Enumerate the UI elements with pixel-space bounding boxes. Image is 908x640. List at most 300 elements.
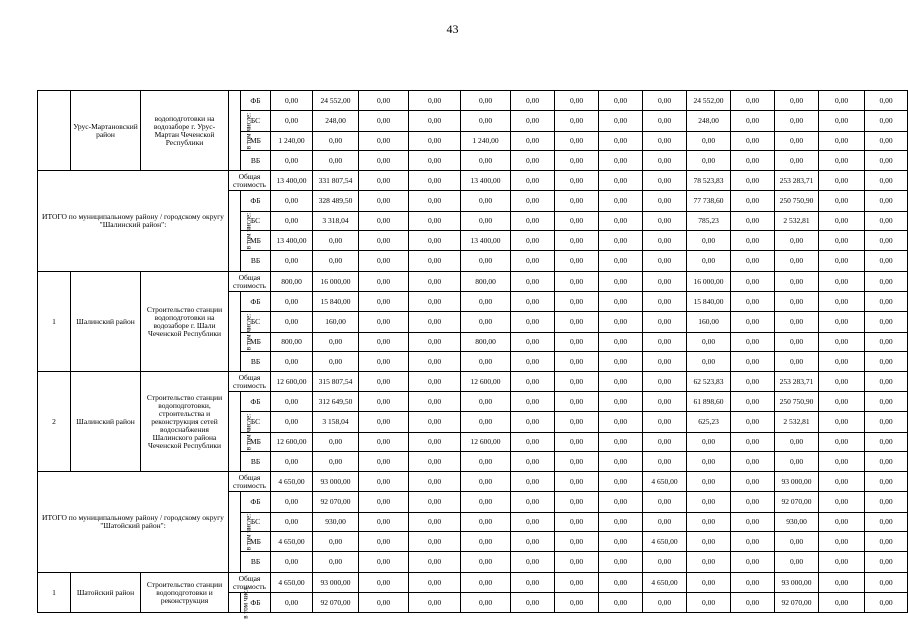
- value-cell: 0,00: [511, 412, 555, 433]
- value-cell: 0,00: [731, 492, 775, 513]
- value-cell: 0,00: [865, 251, 908, 272]
- value-cell: 0,00: [271, 593, 313, 613]
- value-cell: 0,00: [461, 492, 511, 513]
- in-total-text: в том числе:: [244, 413, 253, 450]
- value-cell: 0,00: [731, 412, 775, 433]
- value-cell: 0,00: [643, 212, 687, 231]
- value-cell: 0,00: [865, 593, 908, 613]
- value-cell: 0,00: [865, 372, 908, 392]
- value-cell: 0,00: [461, 292, 511, 312]
- funding-type: ФБ: [241, 91, 271, 111]
- value-cell: 0,00: [775, 272, 819, 292]
- value-cell: 0,00: [687, 573, 731, 593]
- value-cell: 0,00: [775, 231, 819, 251]
- value-cell: 0,00: [313, 231, 359, 251]
- value-cell: 0,00: [409, 132, 461, 151]
- value-cell: 0,00: [511, 513, 555, 532]
- value-cell: 0,00: [461, 151, 511, 171]
- funding-type: БС: [241, 412, 271, 433]
- value-cell: 0,00: [687, 552, 731, 573]
- value-cell: 0,00: [865, 392, 908, 412]
- value-cell: 0,00: [865, 452, 908, 472]
- value-cell: 0,00: [461, 573, 511, 593]
- value-cell: 800,00: [271, 333, 313, 352]
- value-cell: 0,00: [643, 333, 687, 352]
- value-cell: 4 650,00: [271, 573, 313, 593]
- project-source-row: [38, 91, 908, 111]
- value-cell: 0,00: [555, 111, 599, 132]
- funding-type: ФБ: [241, 292, 271, 312]
- value-cell: 0,00: [819, 412, 865, 433]
- value-cell: 0,00: [643, 231, 687, 251]
- value-cell: 312 649,50: [313, 392, 359, 412]
- value-cell: 0,00: [511, 472, 555, 492]
- value-cell: 0,00: [313, 352, 359, 372]
- funding-type: ФБ: [241, 191, 271, 212]
- value-cell: 0,00: [687, 352, 731, 372]
- row-number: 1: [38, 573, 71, 613]
- value-cell: 0,00: [599, 412, 643, 433]
- in-total-vertical: [229, 492, 253, 573]
- funding-type: БС: [241, 513, 271, 532]
- value-cell: 0,00: [731, 191, 775, 212]
- value-cell: 0,00: [643, 171, 687, 191]
- value-cell: 0,00: [599, 593, 643, 613]
- value-cell: 0,00: [775, 292, 819, 312]
- funding-type: БС: [241, 312, 271, 333]
- value-cell: 0,00: [643, 191, 687, 212]
- value-cell: 0,00: [271, 552, 313, 573]
- row-number: [38, 91, 71, 171]
- value-cell: 0,00: [819, 212, 865, 231]
- value-cell: 77 738,60: [687, 191, 731, 212]
- value-cell: 0,00: [731, 452, 775, 472]
- value-cell: 0,00: [511, 593, 555, 613]
- value-cell: 328 489,50: [313, 191, 359, 212]
- value-cell: 0,00: [359, 412, 409, 433]
- value-cell: 0,00: [819, 513, 865, 532]
- value-cell: 0,00: [271, 292, 313, 312]
- value-cell: 24 552,00: [687, 91, 731, 111]
- value-cell: 0,00: [599, 573, 643, 593]
- value-cell: 0,00: [687, 452, 731, 472]
- value-cell: 13 400,00: [461, 171, 511, 191]
- funding-type: МБ: [241, 532, 271, 552]
- value-cell: 0,00: [409, 151, 461, 171]
- value-cell: 0,00: [819, 292, 865, 312]
- value-cell: 0,00: [731, 573, 775, 593]
- value-cell: 0,00: [461, 392, 511, 412]
- value-cell: 0,00: [359, 552, 409, 573]
- value-cell: 0,00: [865, 573, 908, 593]
- value-cell: 0,00: [409, 452, 461, 472]
- value-cell: 0,00: [599, 111, 643, 132]
- value-cell: 0,00: [731, 91, 775, 111]
- value-cell: 0,00: [359, 392, 409, 412]
- value-cell: 0,00: [731, 513, 775, 532]
- itogo-total-row: [38, 171, 908, 191]
- total-cost-label: Общая стоимость: [229, 372, 271, 392]
- value-cell: 0,00: [511, 552, 555, 573]
- value-cell: 800,00: [461, 272, 511, 292]
- value-cell: 0,00: [643, 132, 687, 151]
- value-cell: 0,00: [731, 151, 775, 171]
- value-cell: 93 000,00: [313, 472, 359, 492]
- value-cell: 0,00: [731, 333, 775, 352]
- value-cell: 0,00: [511, 91, 555, 111]
- value-cell: 0,00: [865, 433, 908, 452]
- value-cell: 4 650,00: [643, 472, 687, 492]
- value-cell: 1 240,00: [271, 132, 313, 151]
- value-cell: 4 650,00: [271, 532, 313, 552]
- value-cell: 0,00: [555, 573, 599, 593]
- value-cell: 0,00: [359, 251, 409, 272]
- funding-type: МБ: [241, 433, 271, 452]
- value-cell: 0,00: [271, 111, 313, 132]
- value-cell: 0,00: [775, 333, 819, 352]
- value-cell: 0,00: [643, 251, 687, 272]
- value-cell: 0,00: [409, 111, 461, 132]
- project-total-row: [38, 372, 908, 392]
- value-cell: 0,00: [313, 333, 359, 352]
- value-cell: 0,00: [511, 251, 555, 272]
- value-cell: 0,00: [461, 191, 511, 212]
- table-body: [38, 91, 908, 619]
- total-cost-label: Общая стоимость: [229, 272, 271, 292]
- in-total-vertical: [229, 191, 253, 272]
- value-cell: 0,00: [409, 412, 461, 433]
- value-cell: 0,00: [865, 352, 908, 372]
- value-cell: 62 523,83: [687, 372, 731, 392]
- value-cell: 0,00: [599, 532, 643, 552]
- value-cell: 331 807,54: [313, 171, 359, 191]
- value-cell: 250 750,90: [775, 392, 819, 412]
- value-cell: 61 898,60: [687, 392, 731, 412]
- value-cell: 0,00: [865, 111, 908, 132]
- value-cell: 0,00: [359, 272, 409, 292]
- funding-type: ВБ: [241, 552, 271, 573]
- value-cell: 93 000,00: [313, 573, 359, 593]
- value-cell: 0,00: [313, 452, 359, 472]
- value-cell: 0,00: [555, 593, 599, 613]
- value-cell: 0,00: [687, 333, 731, 352]
- value-cell: 0,00: [687, 513, 731, 532]
- row-number: 2: [38, 372, 71, 472]
- value-cell: 0,00: [643, 452, 687, 472]
- value-cell: 0,00: [461, 593, 511, 613]
- value-cell: 0,00: [271, 513, 313, 532]
- value-cell: 3 318,04: [313, 212, 359, 231]
- funding-type: ВБ: [241, 352, 271, 372]
- value-cell: 0,00: [731, 272, 775, 292]
- value-cell: 16 000,00: [313, 272, 359, 292]
- value-cell: 0,00: [359, 573, 409, 593]
- value-cell: 0,00: [865, 132, 908, 151]
- value-cell: 0,00: [731, 231, 775, 251]
- value-cell: 0,00: [409, 292, 461, 312]
- value-cell: 4 650,00: [643, 573, 687, 593]
- value-cell: 13 400,00: [271, 171, 313, 191]
- value-cell: 0,00: [511, 292, 555, 312]
- value-cell: 0,00: [511, 231, 555, 251]
- value-cell: 12 600,00: [271, 433, 313, 452]
- value-cell: 160,00: [313, 312, 359, 333]
- value-cell: 0,00: [555, 292, 599, 312]
- value-cell: 248,00: [687, 111, 731, 132]
- value-cell: 0,00: [409, 552, 461, 573]
- value-cell: 0,00: [819, 372, 865, 392]
- value-cell: 0,00: [865, 231, 908, 251]
- value-cell: 0,00: [359, 492, 409, 513]
- object-name: Строительство станции водоподготовки и реконструкция: [141, 573, 229, 613]
- value-cell: 0,00: [359, 372, 409, 392]
- value-cell: 0,00: [359, 472, 409, 492]
- value-cell: 0,00: [731, 352, 775, 372]
- value-cell: 15 840,00: [687, 292, 731, 312]
- value-cell: 253 283,71: [775, 171, 819, 191]
- value-cell: 0,00: [819, 472, 865, 492]
- district-name: Шатойский район: [71, 573, 141, 613]
- value-cell: 0,00: [819, 272, 865, 292]
- value-cell: 0,00: [599, 492, 643, 513]
- value-cell: 0,00: [599, 333, 643, 352]
- value-cell: 0,00: [643, 392, 687, 412]
- value-cell: 0,00: [731, 132, 775, 151]
- value-cell: 0,00: [359, 333, 409, 352]
- value-cell: 0,00: [555, 372, 599, 392]
- value-cell: 800,00: [271, 272, 313, 292]
- value-cell: 0,00: [819, 532, 865, 552]
- value-cell: 0,00: [687, 433, 731, 452]
- value-cell: 0,00: [819, 91, 865, 111]
- value-cell: 0,00: [555, 333, 599, 352]
- value-cell: 0,00: [731, 472, 775, 492]
- district-name: Урус-Мартановский район: [71, 91, 141, 171]
- value-cell: 92 070,00: [313, 593, 359, 613]
- value-cell: 248,00: [313, 111, 359, 132]
- value-cell: 0,00: [775, 111, 819, 132]
- value-cell: 0,00: [511, 151, 555, 171]
- value-cell: 0,00: [775, 91, 819, 111]
- value-cell: 0,00: [461, 472, 511, 492]
- funding-type: ФБ: [241, 593, 271, 613]
- value-cell: 0,00: [775, 251, 819, 272]
- value-cell: 0,00: [409, 372, 461, 392]
- value-cell: 0,00: [271, 191, 313, 212]
- value-cell: 0,00: [819, 191, 865, 212]
- value-cell: 0,00: [599, 472, 643, 492]
- value-cell: 0,00: [599, 191, 643, 212]
- value-cell: 92 070,00: [775, 492, 819, 513]
- value-cell: 0,00: [313, 433, 359, 452]
- value-cell: 12 600,00: [271, 372, 313, 392]
- value-cell: 3 158,04: [313, 412, 359, 433]
- funding-type: ФБ: [241, 492, 271, 513]
- district-name: Шалинский район: [71, 372, 141, 472]
- in-total-vertical: [229, 292, 253, 372]
- project-total-row: [38, 272, 908, 292]
- value-cell: 785,23: [687, 212, 731, 231]
- value-cell: 0,00: [511, 392, 555, 412]
- value-cell: 0,00: [775, 433, 819, 452]
- value-cell: 0,00: [271, 492, 313, 513]
- in-total-text: в том числе:: [244, 313, 253, 350]
- value-cell: 0,00: [775, 452, 819, 472]
- value-cell: 0,00: [511, 372, 555, 392]
- value-cell: 0,00: [599, 452, 643, 472]
- itogo-label: ИТОГО по муниципальному району / городскому округу "Шалинский район":: [38, 171, 229, 272]
- value-cell: 0,00: [643, 151, 687, 171]
- value-cell: 0,00: [865, 312, 908, 333]
- value-cell: 0,00: [409, 573, 461, 593]
- funding-type: БС: [241, 111, 271, 132]
- value-cell: 93 000,00: [775, 472, 819, 492]
- in-total-text: в том числе:: [244, 513, 253, 551]
- value-cell: 0,00: [409, 312, 461, 333]
- value-cell: 0,00: [687, 231, 731, 251]
- value-cell: 0,00: [511, 191, 555, 212]
- value-cell: 0,00: [865, 492, 908, 513]
- value-cell: 0,00: [819, 251, 865, 272]
- value-cell: 0,00: [313, 251, 359, 272]
- value-cell: 0,00: [555, 151, 599, 171]
- value-cell: 0,00: [555, 191, 599, 212]
- value-cell: 0,00: [865, 552, 908, 573]
- value-cell: 0,00: [643, 91, 687, 111]
- value-cell: 0,00: [599, 352, 643, 372]
- value-cell: 0,00: [271, 251, 313, 272]
- funding-type: МБ: [241, 333, 271, 352]
- value-cell: 0,00: [555, 352, 599, 372]
- value-cell: 13 400,00: [461, 231, 511, 251]
- value-cell: 0,00: [409, 212, 461, 231]
- value-cell: 78 523,83: [687, 171, 731, 191]
- value-cell: 0,00: [359, 312, 409, 333]
- value-cell: 0,00: [511, 312, 555, 333]
- row-number: 1: [38, 272, 71, 372]
- value-cell: 0,00: [731, 593, 775, 613]
- value-cell: 0,00: [461, 91, 511, 111]
- value-cell: 0,00: [359, 513, 409, 532]
- value-cell: 0,00: [511, 132, 555, 151]
- value-cell: 0,00: [599, 212, 643, 231]
- value-cell: 0,00: [511, 333, 555, 352]
- value-cell: 0,00: [731, 392, 775, 412]
- value-cell: 0,00: [865, 292, 908, 312]
- value-cell: 0,00: [599, 292, 643, 312]
- value-cell: 0,00: [819, 552, 865, 573]
- value-cell: 0,00: [511, 111, 555, 132]
- value-cell: 0,00: [313, 132, 359, 151]
- value-cell: 2 532,81: [775, 212, 819, 231]
- value-cell: 0,00: [775, 352, 819, 372]
- value-cell: 0,00: [687, 132, 731, 151]
- value-cell: 0,00: [555, 212, 599, 231]
- value-cell: 930,00: [313, 513, 359, 532]
- value-cell: 0,00: [731, 552, 775, 573]
- value-cell: 0,00: [819, 333, 865, 352]
- value-cell: 0,00: [511, 492, 555, 513]
- value-cell: 0,00: [409, 191, 461, 212]
- object-name: Строительство станции водоподготовки, строительства и реконструкция сетей водоснабжения Шалинского района Чеченской Республики: [141, 372, 229, 472]
- value-cell: 24 552,00: [313, 91, 359, 111]
- value-cell: 0,00: [599, 552, 643, 573]
- value-cell: 0,00: [731, 292, 775, 312]
- value-cell: 0,00: [731, 433, 775, 452]
- value-cell: 0,00: [359, 111, 409, 132]
- value-cell: 800,00: [461, 333, 511, 352]
- value-cell: 0,00: [731, 532, 775, 552]
- value-cell: 1 240,00: [461, 132, 511, 151]
- value-cell: 0,00: [599, 251, 643, 272]
- total-cost-label: Общая стоимость: [229, 171, 271, 191]
- value-cell: 0,00: [555, 392, 599, 412]
- value-cell: 0,00: [775, 312, 819, 333]
- value-cell: 0,00: [461, 111, 511, 132]
- value-cell: 0,00: [409, 532, 461, 552]
- value-cell: 0,00: [511, 532, 555, 552]
- project-total-row: [38, 573, 908, 593]
- value-cell: 0,00: [271, 212, 313, 231]
- value-cell: 0,00: [643, 552, 687, 573]
- funding-type: ВБ: [241, 452, 271, 472]
- value-cell: 0,00: [865, 472, 908, 492]
- value-cell: 0,00: [599, 513, 643, 532]
- value-cell: 0,00: [599, 272, 643, 292]
- value-cell: 0,00: [643, 593, 687, 613]
- funding-type: МБ: [241, 132, 271, 151]
- value-cell: 0,00: [687, 492, 731, 513]
- value-cell: 0,00: [359, 91, 409, 111]
- value-cell: 0,00: [409, 433, 461, 452]
- value-cell: 0,00: [865, 272, 908, 292]
- value-cell: 0,00: [643, 312, 687, 333]
- district-name: Шалинский район: [71, 272, 141, 372]
- funding-type: ФБ: [241, 392, 271, 412]
- value-cell: 0,00: [409, 513, 461, 532]
- value-cell: 0,00: [359, 452, 409, 472]
- value-cell: 0,00: [359, 433, 409, 452]
- value-cell: 0,00: [359, 171, 409, 191]
- value-cell: 0,00: [865, 532, 908, 552]
- page-number: 43: [446, 22, 459, 36]
- value-cell: 0,00: [409, 472, 461, 492]
- value-cell: 0,00: [865, 151, 908, 171]
- value-cell: 0,00: [359, 212, 409, 231]
- value-cell: 0,00: [511, 212, 555, 231]
- value-cell: 0,00: [819, 392, 865, 412]
- value-cell: 0,00: [271, 392, 313, 412]
- value-cell: 0,00: [555, 91, 599, 111]
- value-cell: 0,00: [271, 452, 313, 472]
- value-cell: 315 807,54: [313, 372, 359, 392]
- value-cell: 0,00: [271, 151, 313, 171]
- value-cell: 0,00: [511, 433, 555, 452]
- value-cell: 0,00: [409, 333, 461, 352]
- funding-type: ВБ: [241, 251, 271, 272]
- value-cell: 0,00: [643, 372, 687, 392]
- value-cell: 0,00: [313, 532, 359, 552]
- value-cell: 4 650,00: [643, 532, 687, 552]
- value-cell: 0,00: [599, 312, 643, 333]
- value-cell: 0,00: [271, 352, 313, 372]
- value-cell: 0,00: [775, 532, 819, 552]
- value-cell: 2 532,81: [775, 412, 819, 433]
- object-name: водоподготовки на водозаборе г. Урус-Мартан Чеченской Республики: [141, 91, 229, 171]
- value-cell: 0,00: [731, 111, 775, 132]
- value-cell: 0,00: [775, 151, 819, 171]
- value-cell: 12 600,00: [461, 372, 511, 392]
